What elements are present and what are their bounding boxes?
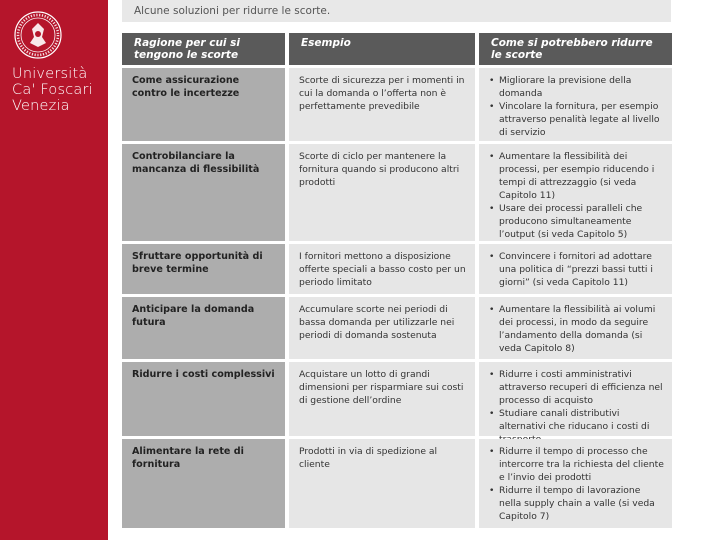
university-name-line-1: Università (12, 66, 88, 82)
table-row-solutions (479, 362, 672, 436)
table-row-solutions (479, 297, 672, 359)
solution-item: • Ridurre i costi amministrativi attraverso recuperi di efficienza nel processo di acquisto (489, 368, 664, 407)
solution-item: • Usare dei processi paralleli che producono simultaneamente l’output (si veda Capitolo 5) (489, 202, 664, 241)
solution-item: • Ridurre il tempo di lavorazione nella supply chain a valle (si veda Capitolo 7) (489, 484, 664, 523)
sidebar (0, 0, 108, 540)
university-name-line-2: Ca' Foscari (12, 82, 93, 98)
university-name (12, 66, 106, 114)
university-name-line-3: Venezia (12, 98, 70, 114)
table-row-solutions (479, 144, 672, 241)
solution-item: • Aumentare la flessibilità ai volumi dei processi, in modo da seguire l’andamento della domanda (si veda Capitolo 8) (489, 303, 664, 355)
solution-item: • Studiare canali distributivi alternativi che riducano i costi di (489, 407, 664, 446)
table-row-reason: Ridurre i costi complessivi (122, 362, 285, 436)
header-solutions: Come si potrebbero ridurre le scorte (479, 33, 672, 65)
inventory-table (122, 33, 672, 528)
header-example: Esempio (289, 33, 475, 65)
table-row-reason: Controbilanciare la mancanza di flessibilità (122, 144, 285, 241)
table-row-example: I fornitori mettono a disposizione offerte speciali a basso costo per un periodo limitato (289, 244, 475, 294)
solution-item: • Migliorare la previsione della domanda (489, 74, 664, 100)
table-row-example: Scorte di ciclo per mantenere la fornitura quando si producono altri prodotti (289, 144, 475, 241)
table-row-example: Scorte di sicurezza per i momenti in cui la domanda o l’offerta non è perfettamente prevedibile (289, 68, 475, 141)
table-row-reason: Anticipare la domanda futura (122, 297, 285, 359)
solution-item: • Ridurre il tempo di processo che intercorre tra la richiesta del cliente e l’invio dei prodotti (489, 445, 664, 484)
table-row-example: Acquistare un lotto di grandi dimensioni per risparmiare sui costi di gestione dell’ordine (289, 362, 475, 436)
table-row-example: Prodotti in via di spedizione al cliente (289, 439, 475, 528)
table-caption: Alcune soluzioni per ridurre le scorte. (122, 0, 671, 22)
table-row-reason: Come assicurazione contro le incertezze (122, 68, 285, 141)
table-row-reason: Alimentare la rete di fornitura (122, 439, 285, 528)
university-seal-icon (13, 10, 63, 60)
solution-item: • Convincere i fornitori ad adottare una politica di “prezzi bassi tutti i giorni” (si veda Capitolo 11) (489, 250, 664, 289)
table-row-example: Accumulare scorte nei periodi di bassa domanda per utilizzarle nei periodi di domanda sostenuta (289, 297, 475, 359)
table-row-reason: Sfruttare opportunità di breve termine (122, 244, 285, 294)
table-row-solutions (479, 244, 672, 294)
table-row-solutions (479, 68, 672, 141)
solution-item: • Aumentare la flessibilità dei processi, per esempio riducendo i tempi di attrezzaggio (si veda Capitolo 11) (489, 150, 664, 202)
header-reason: Ragione per cui si tengono le scorte (122, 33, 285, 65)
solution-item: • Vincolare la fornitura, per esempio attraverso penalità legate al livello di servizio (489, 100, 664, 139)
table-row-solutions (479, 439, 672, 528)
